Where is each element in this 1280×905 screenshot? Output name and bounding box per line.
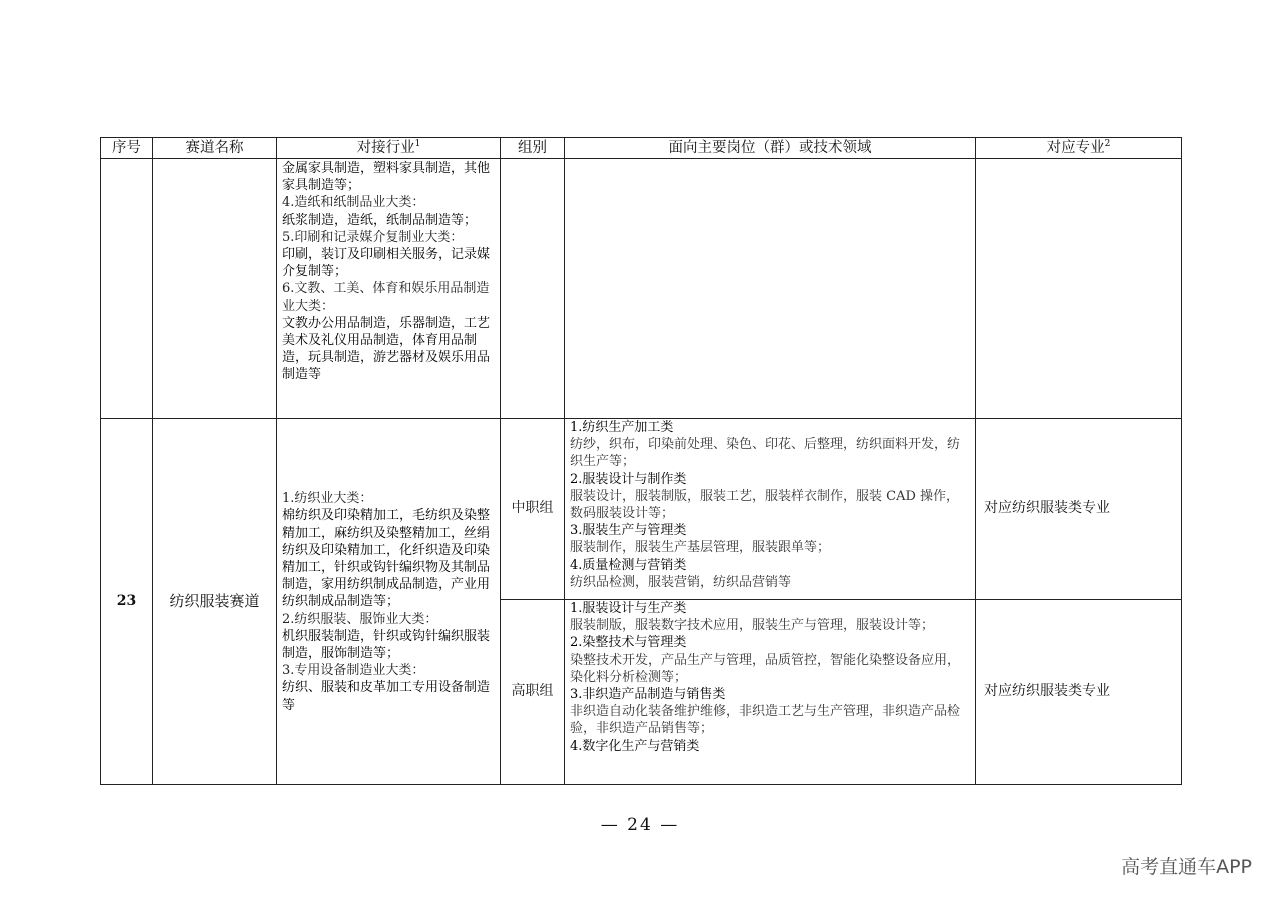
- position-line: 非织造自动化装备维护维修，非织造工艺与生产管理，非织造产品检验，非织造产品销售等；: [570, 704, 961, 737]
- positions-cell-higher: [565, 600, 976, 785]
- header-track: 赛道名称: [153, 138, 277, 159]
- continued-track-cell: [153, 159, 277, 419]
- continued-positions-cell: [565, 159, 976, 419]
- majors-cell-higher: 对应纺织服装类专业: [976, 600, 1182, 785]
- header-group: 组别: [501, 138, 565, 159]
- group-name-higher: 高职组: [501, 600, 565, 785]
- majors-cell-secondary: 对应纺织服装类专业: [976, 419, 1182, 600]
- industry-line: 印刷，装订及印刷相关服务，记录媒介复制等；: [282, 247, 491, 280]
- industry-line: 3.专用设备制造业大类：: [282, 663, 425, 679]
- watermark: 高考直通车APP: [1121, 856, 1252, 878]
- industry-line: 6.文教、工美、体育和娱乐用品制造业大类：: [282, 281, 490, 314]
- position-line: 3.服装生产与管理类: [570, 523, 687, 539]
- position-line: 2.染整技术与管理类: [570, 635, 687, 651]
- continued-seq-cell: [101, 159, 153, 419]
- continued-majors-cell: [976, 159, 1182, 419]
- industry-line: 1.纺织业大类：: [282, 491, 373, 507]
- position-line: 服装制作，服装生产基层管理，服装跟单等；: [570, 540, 831, 556]
- industry-line: 5.印刷和记录媒介复制业大类：: [282, 229, 464, 245]
- position-line: 纺织品检测，服装营销，纺织品营销等: [570, 574, 792, 590]
- position-line: 染整技术开发，产品生产与管理，品质管控，智能化染整设备应用，染化料分析检测等；: [570, 652, 961, 685]
- position-line: 4.数字化生产与营销类: [570, 738, 700, 754]
- position-line: 服装设计，服装制版，服装工艺，服装样衣制作，服装 CAD 操作，数码服装设计等；: [570, 488, 960, 522]
- header-majors-label: 对应专业: [1046, 140, 1105, 156]
- competition-table: [100, 137, 1182, 785]
- header-majors: [976, 138, 1182, 159]
- header-positions: 面向主要岗位（群）或技术领域: [565, 138, 976, 159]
- industry-line: 金属家具制造，塑料家具制造，其他家具制造等；: [282, 161, 491, 194]
- page-number: — 24 —: [600, 815, 680, 835]
- industry-line: 机织服装制造，针织或钩针编织服装制造，服饰制造等；: [282, 628, 491, 661]
- header-seq: 序号: [101, 138, 153, 159]
- position-line: 1.纺织生产加工类: [570, 420, 674, 435]
- industry-line: 纸浆制造，造纸，纸制品制造等；: [282, 212, 478, 228]
- industry-line: 4.造纸和纸制品业大类：: [282, 195, 425, 211]
- industry-line: 2.纺织服装、服饰业大类：: [282, 611, 438, 627]
- position-line: 纺纱，织布，印染前处理、染色、印花、后整理，纺织面料开发，纺织生产等；: [570, 437, 961, 470]
- header-industry-label: 对接行业: [356, 140, 415, 156]
- industry-line: 棉纺织及印染精加工，毛纺织及染整精加工，麻纺织及染整精加工，丝绢纺织及印染精加工，化纤织造及印染精加工，针织或钩针编织物及其制品制造，家用纺织制成品制造，产业用纺织制成品制造等；: [282, 508, 491, 610]
- header-majors-footnote: 2: [1104, 139, 1111, 149]
- row-23-track-name: 纺织服装赛道: [153, 419, 277, 785]
- header-industry: [277, 138, 501, 159]
- continued-row: [101, 159, 1182, 419]
- industry-line: 文教办公用品制造，乐器制造，工艺美术及礼仪用品制造，体育用品制造，玩具制造，游艺器材及娱乐用品制造等: [282, 315, 491, 383]
- continued-group-cell: [501, 159, 565, 419]
- position-line: 4.质量检测与营销类: [570, 557, 687, 573]
- positions-cell-secondary: [565, 419, 976, 600]
- header-row: [101, 138, 1182, 159]
- position-line: 服装制版，服装数字技术应用，服装生产与管理，服装设计等；: [570, 618, 935, 634]
- group-name-secondary: 中职组: [501, 419, 565, 600]
- row-23-industry-cell: [277, 419, 501, 785]
- continued-industry-cell: [277, 159, 501, 419]
- position-line: 2.服装设计与制作类: [570, 471, 687, 487]
- position-line: 1.服装设计与生产类: [570, 601, 687, 616]
- header-industry-footnote: 1: [414, 139, 421, 149]
- row-23-secondary-group: [101, 419, 1182, 600]
- row-23-seq: 23: [101, 419, 153, 785]
- industry-line: 纺织、服装和皮革加工专用设备制造等: [282, 680, 491, 713]
- position-line: 3.非织造产品制造与销售类: [570, 687, 726, 703]
